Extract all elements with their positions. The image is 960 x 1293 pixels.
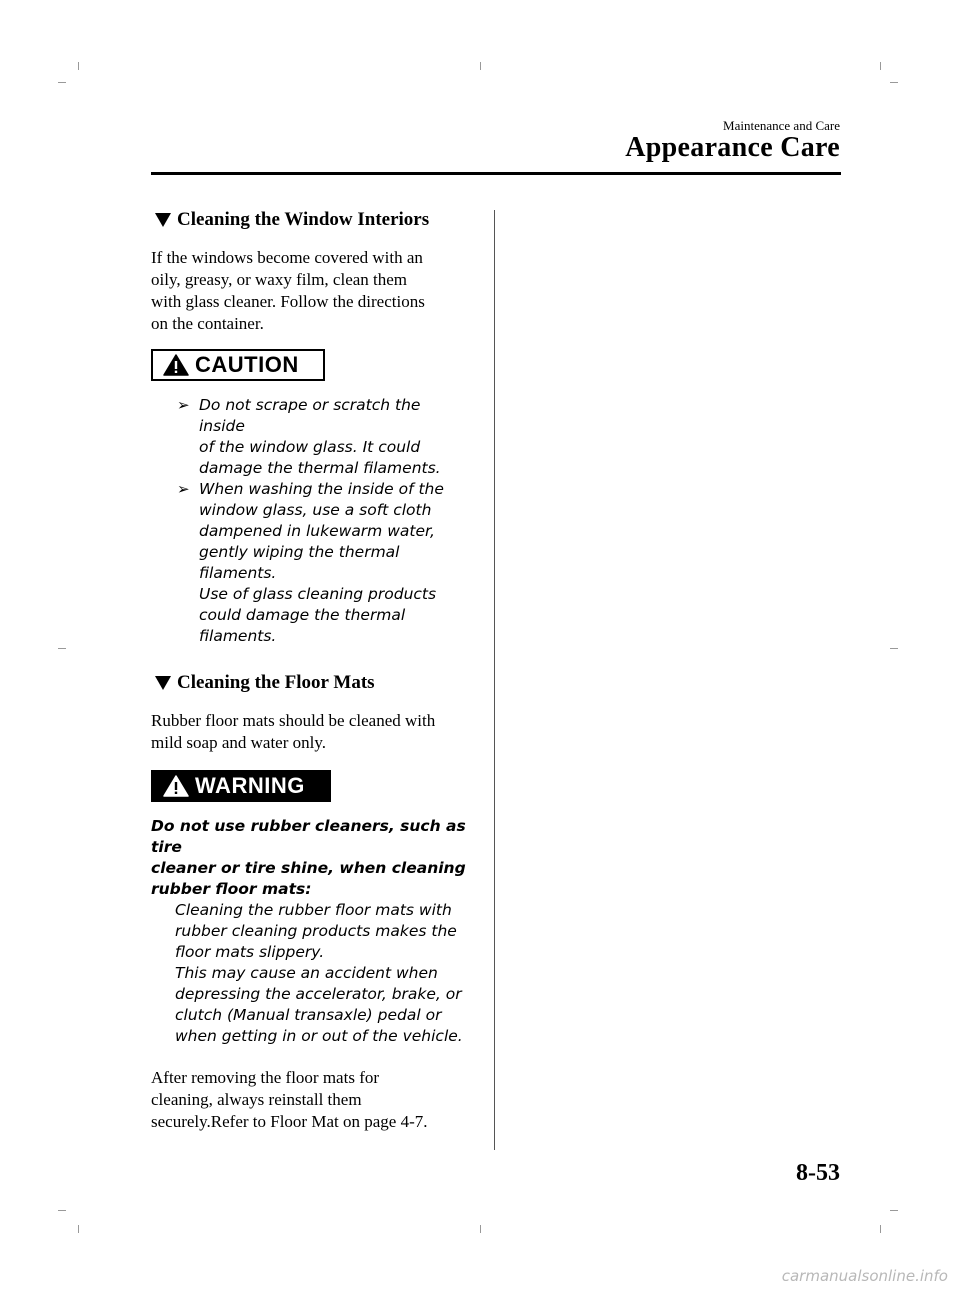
paragraph-line: mild soap and water only.	[151, 732, 326, 752]
crop-mark	[480, 1225, 481, 1233]
section-label: Maintenance and Care	[723, 118, 840, 133]
warning-body-line: floor mats slippery.	[175, 942, 325, 961]
crop-mark	[78, 62, 79, 70]
crop-mark	[890, 1210, 898, 1211]
list-item	[151, 479, 471, 647]
crop-mark	[880, 62, 881, 70]
warning-badge	[151, 770, 331, 802]
paragraph-line: with glass cleaner. Follow the directions	[151, 291, 425, 311]
caution-line: dampened in lukewarm water,	[199, 521, 435, 540]
header-rule	[151, 172, 841, 175]
arrowhead-icon: ➢	[177, 395, 190, 414]
crop-mark	[480, 62, 481, 70]
window-interiors-paragraph	[151, 247, 471, 335]
paragraph-line: Rubber floor mats should be cleaned with	[151, 710, 436, 730]
warning-body-line: depressing the accelerator, brake, or	[175, 984, 462, 1003]
caution-line: When washing the inside of the	[199, 479, 444, 498]
caution-line: Use of glass cleaning products	[199, 584, 437, 603]
caution-line: could damage the thermal	[199, 605, 406, 624]
column-divider	[494, 210, 495, 1150]
crop-mark	[890, 82, 898, 83]
floor-mats-paragraph	[151, 710, 471, 754]
caution-line: Do not scrape or scratch the inside	[199, 395, 421, 435]
paragraph-line: After removing the floor mats for	[151, 1067, 380, 1087]
paragraph-line: If the windows become covered with an	[151, 247, 423, 267]
floor-mats-closing-paragraph	[151, 1067, 471, 1133]
warning-body-line: clutch (Manual transaxle) pedal or	[175, 1005, 442, 1024]
warning-lead-line: Do not use rubber cleaners, such as tire	[151, 816, 466, 856]
warning-body-line: Cleaning the rubber floor mats with	[175, 900, 452, 919]
arrowhead-icon: ➢	[177, 479, 190, 498]
page-title: Appearance Care	[625, 132, 840, 163]
paragraph-line: securely.Refer to Floor Mat on page 4-7.	[151, 1111, 428, 1131]
caution-line: window glass, use a soft cloth	[199, 500, 432, 519]
page-number: 8-53	[796, 1160, 840, 1186]
warning-lead-line: rubber floor mats:	[151, 879, 312, 898]
warning-box	[151, 770, 471, 1047]
section-heading-window-interiors	[151, 210, 471, 231]
crop-mark	[78, 1225, 79, 1233]
crop-mark	[58, 1210, 66, 1211]
paragraph-line: oily, greasy, or waxy film, clean them	[151, 269, 408, 289]
warning-lead-line: cleaner or tire shine, when cleaning	[151, 858, 466, 877]
caution-list	[151, 395, 471, 647]
caution-line: of the window glass. It could	[199, 437, 421, 456]
list-item	[151, 395, 471, 479]
paragraph-line: cleaning, always reinstall them	[151, 1089, 362, 1109]
paragraph-line: on the container.	[151, 313, 264, 333]
crop-mark	[58, 82, 66, 83]
down-triangle-icon	[155, 676, 171, 690]
warning-body	[151, 900, 471, 1047]
warning-label: WARNING	[195, 772, 305, 798]
caution-label: CAUTION	[195, 351, 299, 377]
caution-line: filaments.	[199, 626, 277, 645]
crop-mark	[880, 1225, 881, 1233]
watermark: carmanualsonline.info	[781, 1267, 948, 1285]
section-heading-floor-mats	[151, 673, 471, 694]
caution-line: gently wiping the thermal	[199, 542, 400, 561]
caution-line: filaments.	[199, 563, 277, 582]
warning-triangle-icon	[163, 354, 189, 376]
section-heading-text: Cleaning the Window Interiors	[177, 209, 430, 230]
warning-lead	[151, 816, 471, 900]
caution-box	[151, 349, 471, 647]
crop-mark	[58, 648, 66, 649]
warning-body-line: rubber cleaning products makes the	[175, 921, 457, 940]
warning-body-line: when getting in or out of the vehicle.	[175, 1026, 463, 1045]
warning-triangle-icon	[163, 775, 189, 797]
caution-line: damage the thermal filaments.	[199, 458, 441, 477]
down-triangle-icon	[155, 213, 171, 227]
caution-badge	[151, 349, 325, 381]
section-heading-text: Cleaning the Floor Mats	[177, 671, 375, 693]
crop-mark	[890, 648, 898, 649]
left-column	[151, 210, 471, 1133]
warning-body-line: This may cause an accident when	[175, 963, 438, 982]
